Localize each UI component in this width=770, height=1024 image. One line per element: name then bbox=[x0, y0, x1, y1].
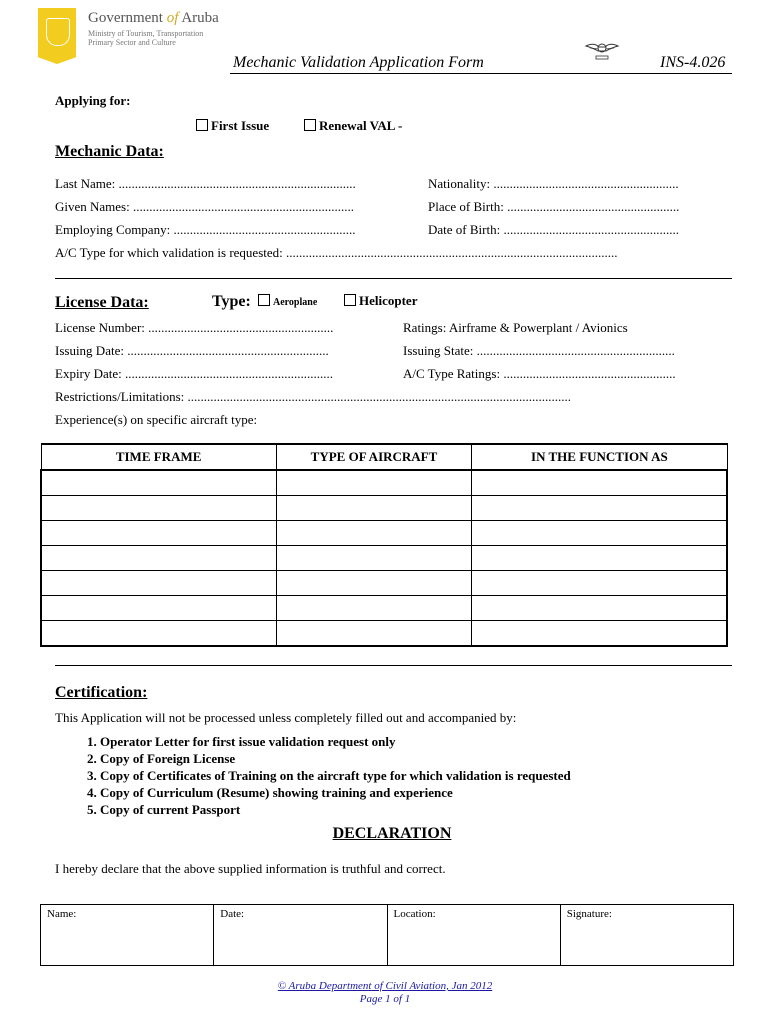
copyright-footer: © Aruba Department of Civil Aviation, Jan 2012 bbox=[277, 980, 493, 992]
nationality-field[interactable]: Nationality: ......................................................... bbox=[428, 176, 679, 191]
ratings-field[interactable]: Ratings: Airframe & Powerplant / Avionics bbox=[403, 320, 628, 335]
time-frame-cell[interactable] bbox=[41, 546, 276, 571]
license-type-label: Type: bbox=[212, 293, 251, 310]
col-type-of-aircraft: TYPE OF AIRCRAFT bbox=[276, 444, 471, 470]
col-function: IN THE FUNCTION AS bbox=[472, 444, 727, 470]
experience-table bbox=[40, 443, 728, 647]
function-cell[interactable] bbox=[472, 470, 727, 496]
government-title bbox=[88, 10, 219, 27]
mechanic-data-heading: Mechanic Data: bbox=[55, 143, 164, 160]
helicopter-option[interactable] bbox=[344, 293, 417, 309]
ministry-subtitle bbox=[88, 29, 218, 47]
time-frame-cell[interactable] bbox=[41, 596, 276, 621]
function-cell[interactable] bbox=[472, 621, 727, 647]
helicopter-label: Helicopter bbox=[359, 293, 418, 308]
first-issue-checkbox[interactable] bbox=[196, 119, 208, 131]
given-names-field[interactable]: Given Names: .................................................................... bbox=[55, 199, 354, 214]
function-cell[interactable] bbox=[472, 521, 727, 546]
function-cell[interactable] bbox=[472, 596, 727, 621]
signature-table bbox=[40, 904, 734, 966]
aeroplane-label: Aeroplane bbox=[273, 297, 318, 308]
renewal-label: Renewal VAL - bbox=[319, 118, 403, 133]
list-item: 2. Copy of Foreign License bbox=[100, 750, 571, 767]
renewal-option[interactable] bbox=[304, 118, 402, 134]
aeroplane-checkbox[interactable] bbox=[258, 294, 270, 306]
restrictions-field[interactable]: Restrictions/Limitations: ...................................................................................................................... bbox=[55, 389, 572, 404]
time-frame-cell[interactable] bbox=[41, 521, 276, 546]
aircraft-type-cell[interactable] bbox=[276, 596, 471, 621]
aviation-wings-icon bbox=[584, 36, 620, 64]
ac-type-validation-field[interactable]: A/C Type for which validation is requested: ...................................................................................................... bbox=[55, 245, 618, 260]
location-cell[interactable]: Location: bbox=[387, 905, 560, 966]
time-frame-cell[interactable] bbox=[41, 571, 276, 596]
aircraft-type-cell[interactable] bbox=[276, 496, 471, 521]
gov-title-of: of bbox=[166, 10, 179, 26]
aircraft-type-cell[interactable] bbox=[276, 621, 471, 647]
table-row bbox=[41, 571, 727, 596]
list-item: 4. Copy of Curriculum (Resume) showing training and experience bbox=[100, 784, 571, 801]
aircraft-type-cell[interactable] bbox=[276, 470, 471, 496]
page-number: Page 1 of 1 bbox=[359, 993, 411, 1005]
date-cell[interactable]: Date: bbox=[214, 905, 387, 966]
list-item: 1. Operator Letter for first issue validation request only bbox=[100, 733, 571, 750]
list-item: 3. Copy of Certificates of Training on the aircraft type for which validation is requested bbox=[100, 767, 571, 784]
renewal-checkbox[interactable] bbox=[304, 119, 316, 131]
list-item: 5. Copy of current Passport bbox=[100, 801, 571, 818]
date-of-birth-field[interactable]: Date of Birth: ...................................................... bbox=[428, 222, 679, 237]
section-divider-2 bbox=[55, 665, 732, 666]
crest-icon bbox=[46, 18, 70, 46]
certification-heading: Certification: bbox=[55, 684, 148, 701]
certification-intro: This Application will not be processed unless completely filled out and accompanied by: bbox=[55, 710, 517, 725]
aeroplane-option[interactable] bbox=[258, 294, 317, 308]
experience-label: Experience(s) on specific aircraft type: bbox=[55, 412, 258, 427]
aircraft-type-cell[interactable] bbox=[276, 571, 471, 596]
table-row bbox=[41, 470, 727, 496]
declaration-heading: DECLARATION bbox=[332, 825, 452, 842]
place-of-birth-field[interactable]: Place of Birth: ..................................................... bbox=[428, 199, 680, 214]
last-name-field[interactable]: Last Name: ......................................................................... bbox=[55, 176, 356, 191]
gov-title-pre: Government bbox=[88, 10, 167, 26]
expiry-date-field[interactable]: Expiry Date: ................................................................ bbox=[55, 366, 334, 381]
first-issue-option[interactable] bbox=[196, 118, 269, 134]
time-frame-cell[interactable] bbox=[41, 496, 276, 521]
header-divider bbox=[230, 73, 732, 74]
license-data-heading: License Data: bbox=[55, 294, 149, 311]
ministry-line-1: Ministry of Tourism, Transportation bbox=[88, 29, 204, 38]
gov-title-post: Aruba bbox=[178, 10, 219, 26]
declaration-text: I hereby declare that the above supplied information is truthful and correct. bbox=[55, 861, 446, 876]
first-issue-label: First Issue bbox=[211, 118, 270, 133]
issuing-date-field[interactable]: Issuing Date: .............................................................. bbox=[55, 343, 329, 358]
table-row bbox=[41, 596, 727, 621]
experience-table-header bbox=[41, 444, 727, 470]
aircraft-type-cell[interactable] bbox=[276, 546, 471, 571]
function-cell[interactable] bbox=[472, 571, 727, 596]
time-frame-cell[interactable] bbox=[41, 470, 276, 496]
signature-cell[interactable]: Signature: bbox=[560, 905, 733, 966]
time-frame-cell[interactable] bbox=[41, 621, 276, 647]
issuing-state-field[interactable]: Issuing State: ............................................................. bbox=[403, 343, 675, 358]
table-row bbox=[41, 521, 727, 546]
form-code: INS-4.026 bbox=[660, 54, 726, 71]
required-documents-list bbox=[60, 733, 571, 818]
employing-company-field[interactable]: Employing Company: ........................................................ bbox=[55, 222, 356, 237]
function-cell[interactable] bbox=[472, 496, 727, 521]
aircraft-type-cell[interactable] bbox=[276, 521, 471, 546]
ministry-line-2: Primary Sector and Culture bbox=[88, 38, 176, 47]
table-row bbox=[41, 546, 727, 571]
section-divider-1 bbox=[55, 278, 732, 279]
table-row bbox=[41, 621, 727, 647]
name-cell[interactable]: Name: bbox=[41, 905, 214, 966]
col-time-frame: TIME FRAME bbox=[41, 444, 276, 470]
license-number-field[interactable]: License Number: ......................................................... bbox=[55, 320, 334, 335]
form-title: Mechanic Validation Application Form bbox=[233, 54, 484, 71]
applying-for-label: Applying for: bbox=[55, 93, 131, 108]
function-cell[interactable] bbox=[472, 546, 727, 571]
helicopter-checkbox[interactable] bbox=[344, 294, 356, 306]
ac-type-ratings-field[interactable]: A/C Type Ratings: ..................................................... bbox=[403, 366, 676, 381]
table-row bbox=[41, 496, 727, 521]
aruba-government-logo bbox=[38, 8, 76, 64]
